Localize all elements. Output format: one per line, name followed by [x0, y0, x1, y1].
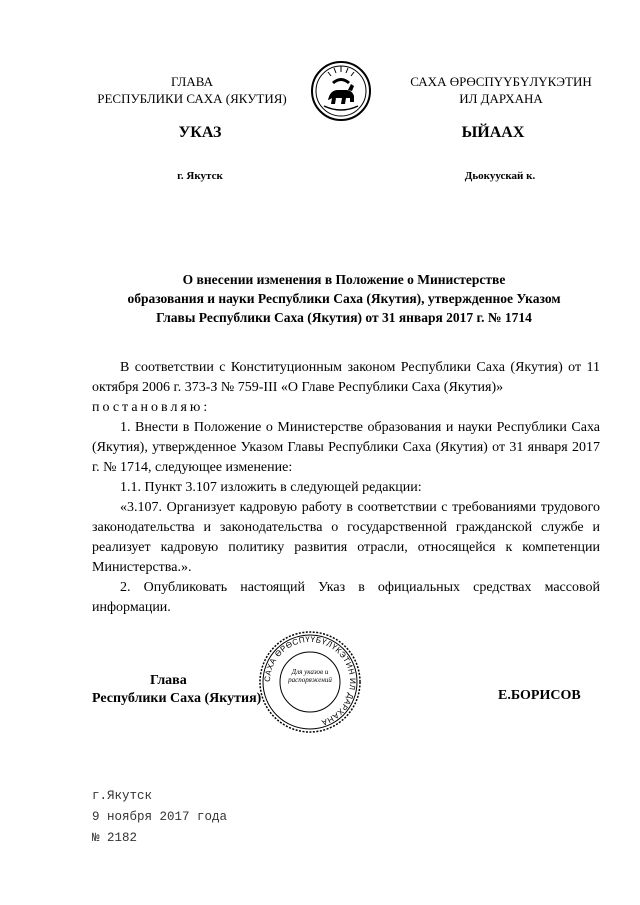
registration-date: 9 ноября 2017 года: [92, 810, 228, 824]
issuer-sakha-line2: ИЛ ДАРХАНА: [459, 91, 543, 106]
registration-block: [92, 786, 227, 849]
stamp-inner-text: Для указов и распоряжений: [288, 668, 332, 684]
clause-1: 1. Внести в Положение о Министерстве образования и науки Республики Саха (Якутия), утвержденное Указом Главы Республики Саха (Якутия) от 31 января 2017 г. № 1714, следующее изменение:: [92, 420, 600, 475]
doc-type-ru: УКАЗ: [178, 124, 222, 141]
signatory-title-line1: Глава: [150, 673, 187, 688]
signatory-name: Е.БОРИСОВ: [498, 688, 581, 703]
official-seal-icon: [258, 630, 362, 734]
signatory-title-line2: Республики Саха (Якутия): [92, 691, 262, 706]
city-sakha: Дьокуускай к.: [464, 170, 536, 182]
preamble-paragraph: В соответствии с Конституционным законом Республики Саха (Якутия) от 11 октября 2006 г. 373-З № 759-III «О Главе Республики Саха (Якутия)»: [92, 360, 600, 395]
city-ru: г. Якутск: [177, 170, 223, 182]
issuer-sakha: [392, 73, 610, 107]
subject-line1: О внесении изменения в Положение о Министерстве: [182, 272, 506, 287]
subject-line3: Главы Республики Саха (Якутия) от 31 января 2017 г. № 1714: [156, 310, 532, 325]
subject-line2: образования и науки Республики Саха (Якутия), утвержденное Указом: [127, 291, 561, 306]
decree-word: постановляю:: [92, 400, 211, 415]
document-subject: [88, 270, 600, 327]
clause-3-107-text: «3.107. Организует кадровую работу в соответствии с требованиями трудового законодательства и законодательства о государственной гражданской службе и реализует кадровую политику развития отрасли, относящейся к компетенции Министерства.».: [92, 500, 600, 575]
stamp-outer-text: САХА ӨРӨСПҮҮБҮЛҮКЭТИН ИЛ ДАРХАНА: [262, 634, 358, 728]
document-body: [92, 358, 600, 618]
clause-1-1: 1.1. Пункт 3.107 изложить в следующей редакции:: [120, 480, 422, 495]
issuer-ru: [84, 73, 300, 107]
doc-type-sakha: ЫЙААХ: [461, 124, 525, 141]
coat-of-arms-icon: [310, 60, 372, 122]
signatory-title: [92, 672, 261, 708]
issuer-ru-line2: РЕСПУБЛИКИ САХА (ЯКУТИЯ): [97, 91, 287, 106]
registration-number: № 2182: [92, 831, 138, 845]
issuer-ru-line1: ГЛАВА: [171, 74, 213, 89]
registration-city: г.Якутск: [92, 789, 153, 803]
clause-2: 2. Опубликовать настоящий Указ в официальных средствах массовой информации.: [92, 580, 600, 615]
issuer-sakha-line1: САХА ӨРӨСПҮҮБҮЛҮКЭТИН: [410, 74, 592, 89]
